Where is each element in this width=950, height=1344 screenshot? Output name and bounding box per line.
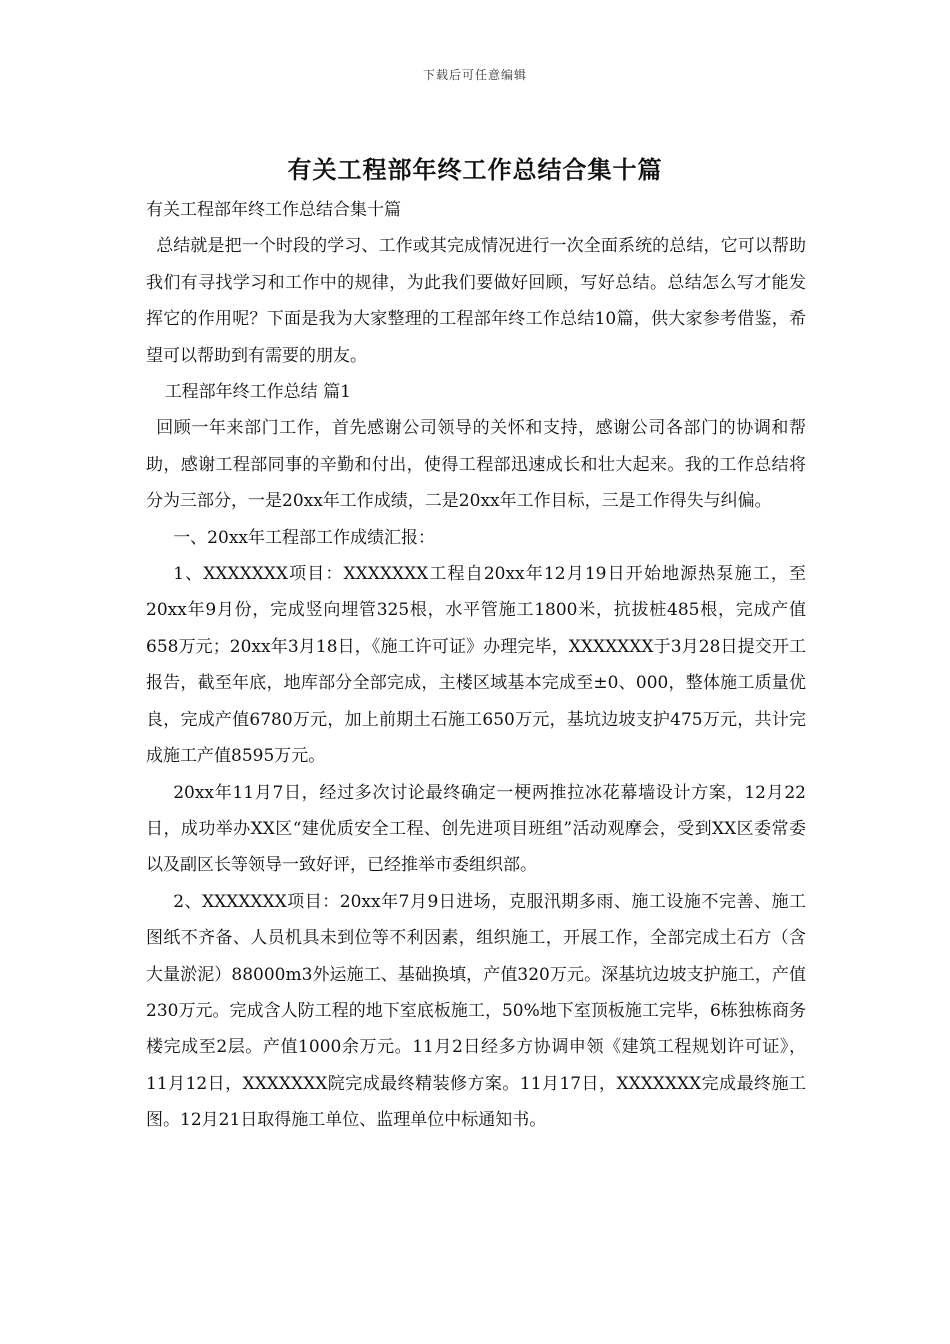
section-heading: 工程部年终工作总结 篇1 <box>164 382 351 403</box>
intro-paragraph: 总结就是把一个时段的学习、工作或其完成情况进行一次全面系统的总结，它可以帮助我们有寻找学习和工作中的规律，为此我们要做好回顾，写好总结。总结怎么写才能发挥它的作用呢？下面是我为大家整理的工程部年终工作总结10篇，供大家参考借鉴，希望可以帮助到有需要的朋友。 <box>146 236 806 366</box>
header-note: 下载后可任意编辑 <box>422 68 527 82</box>
body-paragraph: 1、XXXXXXX项目：XXXXXXX工程自20xx年12月19日开始地源热泵施工，至20xx年9月份，完成竖向埋管325根，水平管施工1800米，抗拔桩485根，完成产值658万元；20xx年3月18日，《施工许可证》办理完毕，XXXXXXX于3月28日提交开工报告，截至年底，地库部分全部完成，主楼区域基本完成至±0、000，整体施工质量优良，完成产值6780万元，加上前期土石施工650万元，基坑边坡支护475万元，共计完成施工产值8595万元。 <box>146 564 806 767</box>
body-paragraph: 20xx年11月7日，经过多次讨论最终确定一梗两推拉冰花幕墙设计方案，12月22日，成功举办XX区“建优质安全工程、创先进项目班组”活动观摩会，受到XX区委常委以及副区长等领导一致好评，已经推举市委组织部。 <box>146 782 806 876</box>
subtitle-paragraph: 有关工程部年终工作总结合集十篇 <box>146 200 401 220</box>
document-title: 有关工程部年终工作总结合集十篇 <box>287 155 663 184</box>
subsection-heading: 一、20xx年工程部工作成绩汇报： <box>173 527 435 548</box>
body-paragraph: 2、XXXXXXX项目：20xx年7月9日进场，克服汛期多雨、施工设施不完善、施工图纸不齐备、人员机具未到位等不利因素，组织施工，开展工作，全部完成土石方（含大量淤泥）88000m3外运施工、基础换填，产值320万元。深基坑边坡支护施工，产值230万元。完成含人防工程的地下室底板施工，50%地下室顶板施工完毕，6栋独栋商务楼完成至2层。产值1000余万元。11月2日经多方协调申领《建筑工程规划许可证》，11月12日，XXXXXXX院完成最终精装修方案。11月17日，XXXXXXX完成最终施工图。12月21日取得施工单位、监理单位中标通知书。 <box>146 891 806 1131</box>
body-paragraph: 回顾一年来部门工作，首先感谢公司领导的关怀和支持，感谢公司各部门的协调和帮助，感谢工程部同事的辛勤和付出，使得工程部迅速成长和壮大起来。我的工作总结将分为三部分，一是20xx年工作成绩，二是20xx年工作目标，三是工作得失与纠偏。 <box>146 418 806 512</box>
document-body <box>146 192 806 1139</box>
